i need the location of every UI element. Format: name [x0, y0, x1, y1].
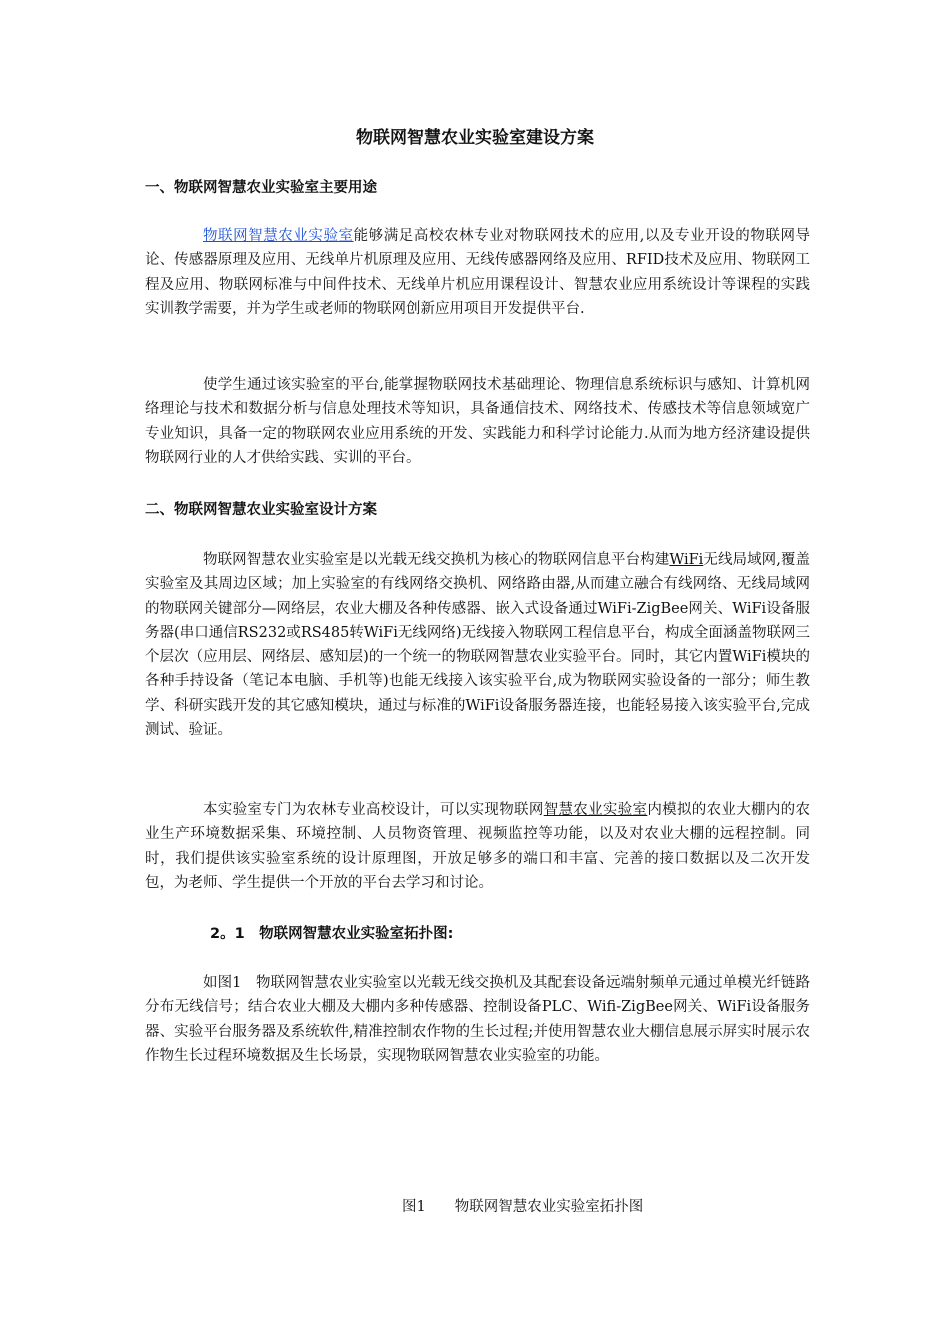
section-1-paragraph-1-text: 能够满足高校农林专业对物联网技术的应用,以及专业开设的物联网导论、传感器原理及应用、无线单片机原理及应用、无线传感器网络及应用、RFID技术及应用、物联网工程及应用、物联网标准与中间件技术、无线单片机应用课程设计、智慧农业应用系统设计等课程的实践实训教学需要，并为学生或老师的物联网创新应用项目开发提供平台. — [145, 228, 811, 317]
section-1-heading: 一、物联网智慧农业实验室主要用途 — [145, 180, 377, 196]
figure-caption: 图1 物联网智慧农业实验室拓扑图 — [402, 1199, 644, 1215]
section-1-paragraph-2: 使学生通过该实验室的平台,能掌握物联网技术基础理论、物理信息系统标识与感知、计算机网络理论与技术和数据分析与信息处理技术等知识，具备通信技术、网络技术、传感技术等信息领域宽广专业知识，具备一定的物联网农业应用系统的开发、实践能力和科学讨论能力.从而为地方经济建设提供物联网行业的人才供给实践、实训的平台。 — [145, 377, 810, 466]
section-2-paragraph-2-after: 内模拟的农业大棚内的农业生产环境数据采集、环境控制、人员物资管理、视频监控等功能，以及对农业大棚的远程控制。同时，我们提供该实验室系统的设计原理图，开放足够多的端口和丰富、完善的接口数据以及二次开发包，为老师、学生提供一个开放的平台去学习和讨论。 — [145, 802, 810, 891]
section-2-paragraph-3: 如图1 物联网智慧农业实验室以光载无线交换机及其配套设备远端射频单元通过单模光纤链路分布无线信号；结合农业大棚及大棚内多种传感器、控制设备PLC、Wifi-ZigBee网关、WiFi设备服务器、实验平台服务器及系统软件,精准控制农作物的生长过程;并使用智慧农业大棚信息展示屏实时展示农作物生长过程环境数据及生长场景，实现物联网智慧农业实验室的功能。 — [145, 975, 810, 1064]
lab-link[interactable]: 物联网智慧农业实验室 — [203, 228, 354, 244]
topology-subheading: 2。1 物联网智慧农业实验室拓扑图: — [210, 926, 454, 942]
section-2-paragraph-2-before: 本实验室专门为农林专业高校设计，可以实现物联网 — [203, 802, 544, 818]
section-2-paragraph-1-after: 无线局域网,覆盖实验室及其周边区域；加上实验室的有线网络交换机、网络路由器,从而建立融合有线网络、无线局域网的物联网关键部分—网络层，农业大棚及各种传感器、嵌入式设备通过WiFi-ZigBee网关、WiFi设备服务器(串口通信RS232或RS485转WiFi无线网络)无线接入物联网工程信息平台，构成全面涵盖物联网三个层次（应用层、网络层、感知层)的一个统一的物联网智慧农业实验平台。同时，其它内置WiFi模块的各种手持设备（笔记本电脑、手机等)也能无线接入该实验平台,成为物联网实验设备的一部分；师生教学、科研实践开发的其它感知模块，通过与标准的WiFi设备服务器连接，也能轻易接入该实验平台,完成测试、验证。 — [145, 552, 811, 739]
section-1-paragraph-1 — [145, 224, 810, 321]
section-2-paragraph-1-before: 物联网智慧农业实验室是以光载无线交换机为核心的物联网信息平台构建 — [203, 552, 670, 568]
document-title: 物联网智慧农业实验室建设方案 — [356, 128, 594, 148]
wifi-term: WiFi — [669, 552, 704, 568]
section-2-paragraph-2 — [145, 798, 810, 895]
section-2-heading: 二、物联网智慧农业实验室设计方案 — [145, 502, 377, 518]
section-2-paragraph-1 — [145, 548, 810, 742]
smart-lab-term: 智慧农业实验室 — [543, 802, 648, 818]
